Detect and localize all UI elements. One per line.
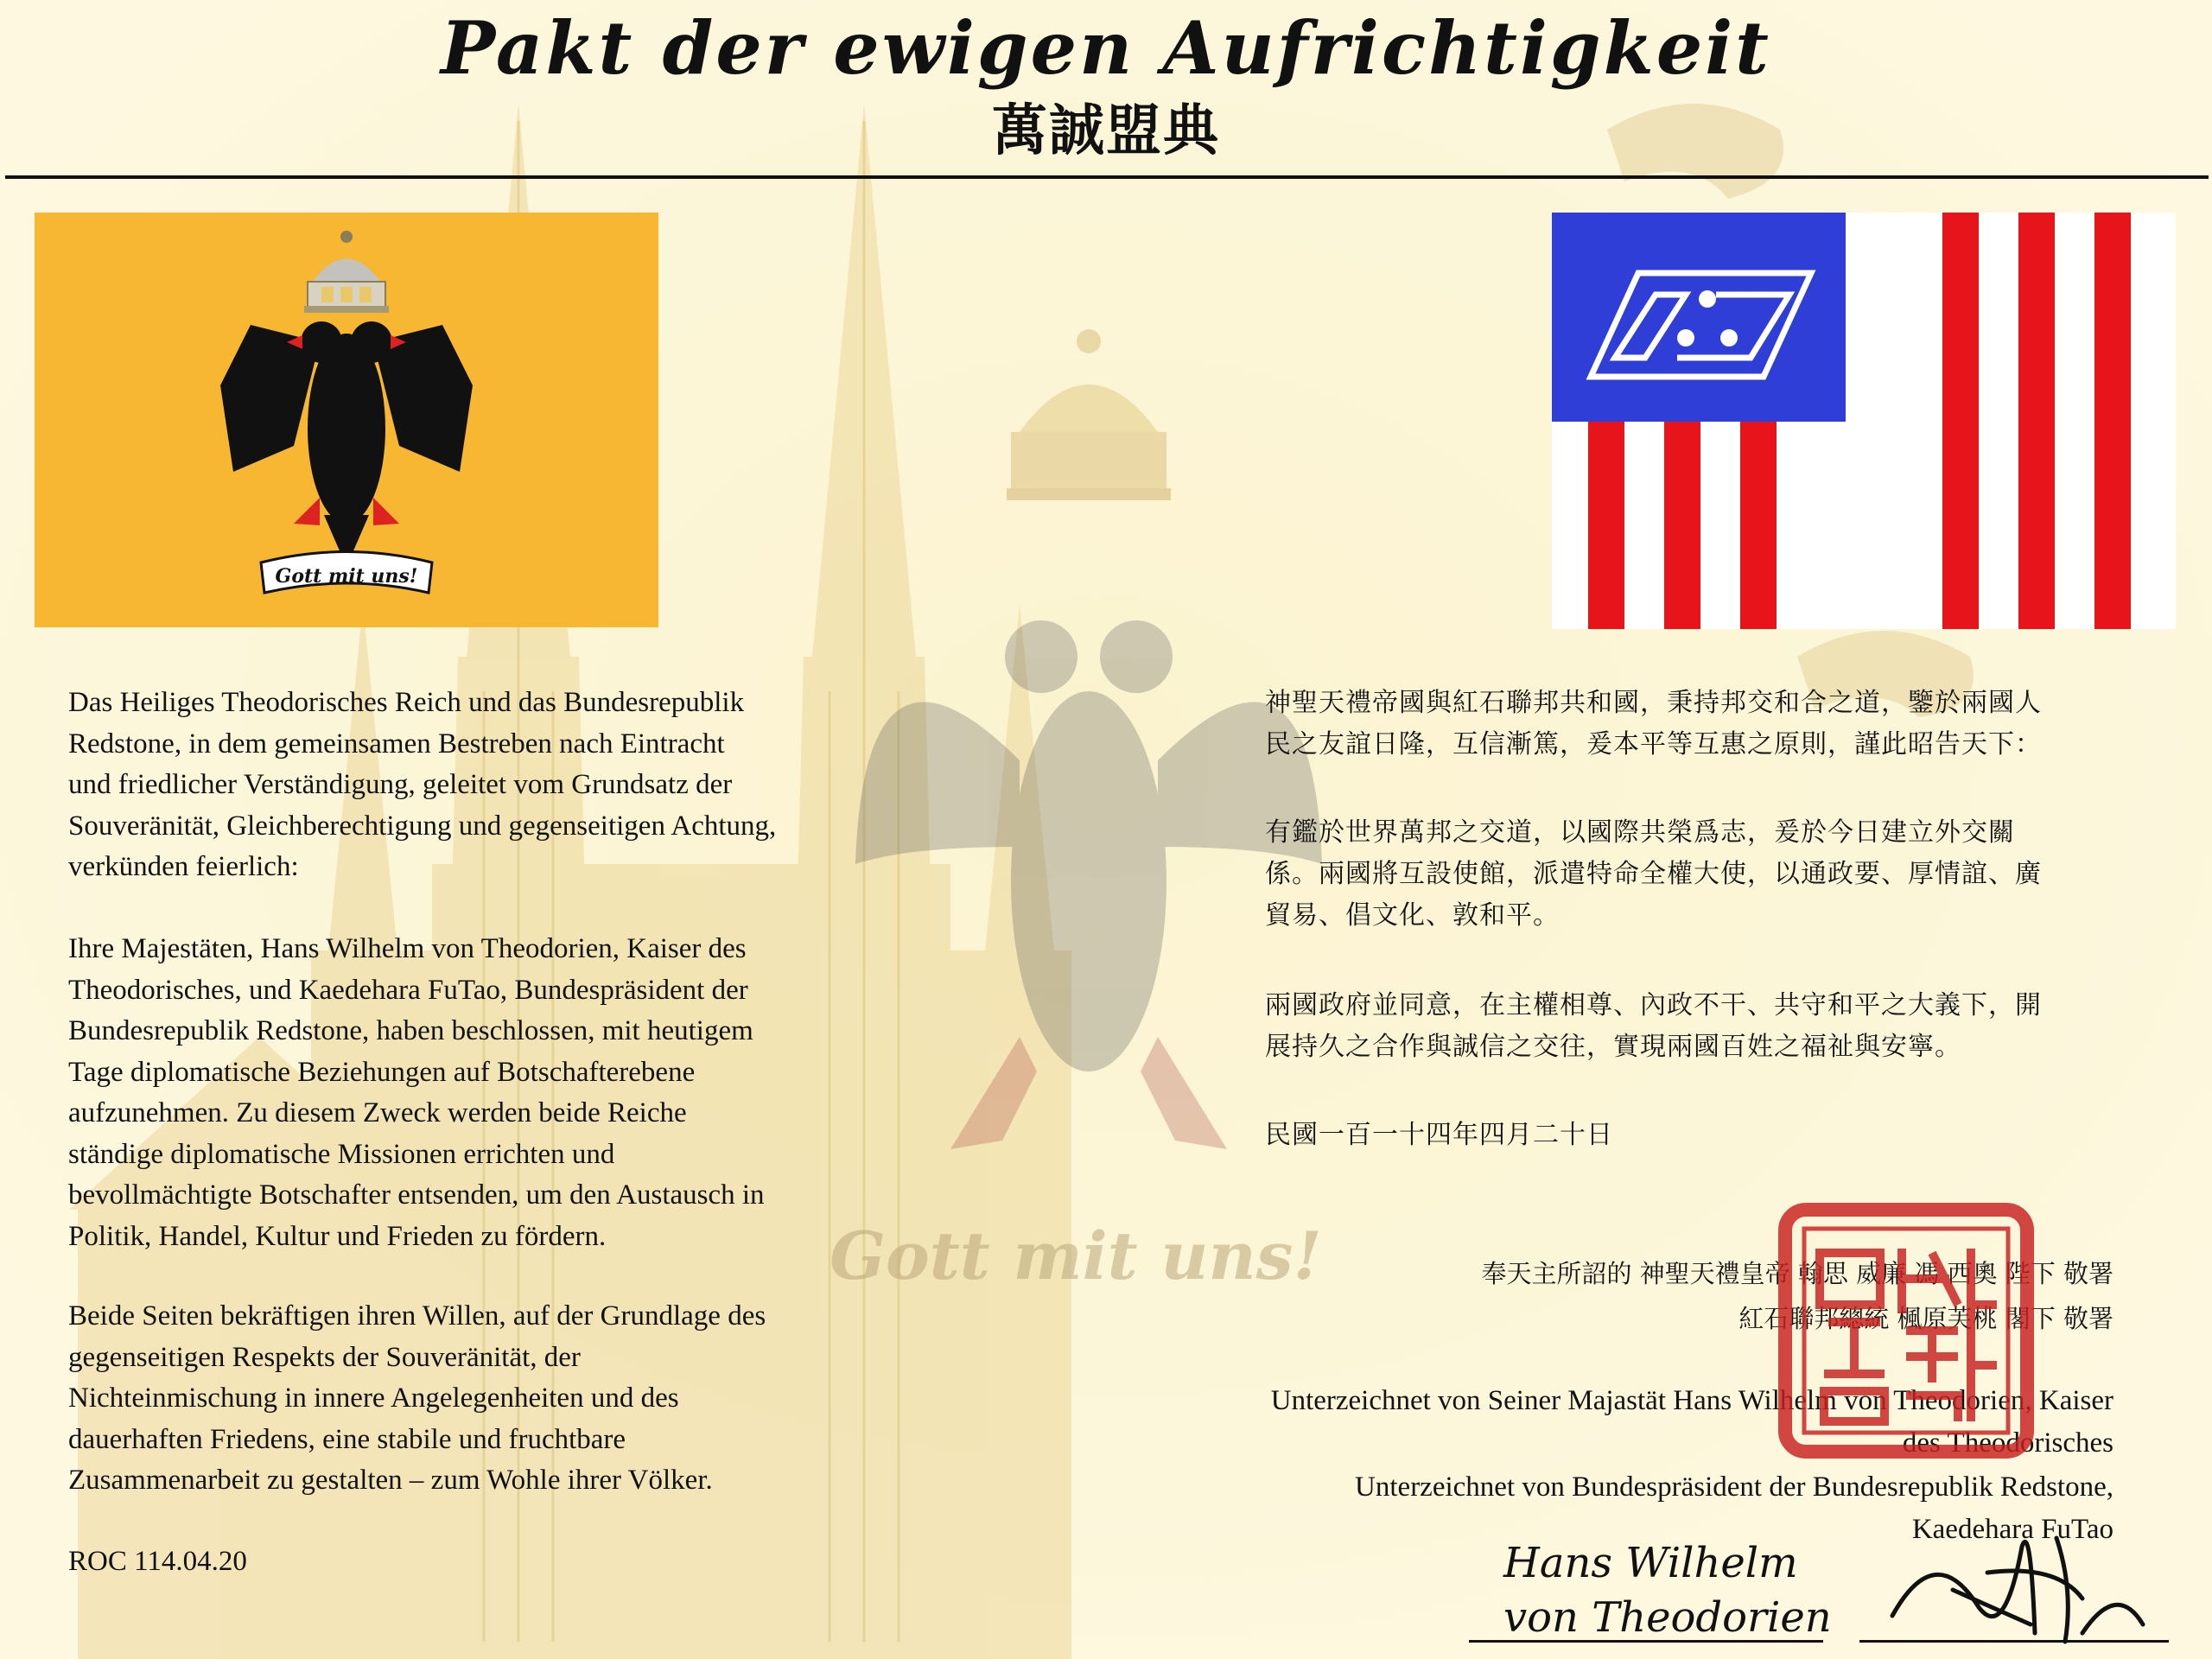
text-line: Nichteinmischung in innere Angelegenheiten und des: [68, 1382, 679, 1414]
text-line: Das Heiliges Theodorisches Reich und das Bundesrepublik: [68, 687, 745, 718]
text-line: gegenseitigen Respekts der Souveränität, der: [68, 1341, 581, 1373]
text-line: und friedlicher Verständigung, geleitet vom Grundsatz der: [68, 769, 733, 800]
text-line: verkünden feierlich:: [68, 851, 299, 882]
signature-de-president-name: Kaedehara FuTao: [1911, 1514, 2113, 1545]
flag-theodorian-empire: [35, 213, 658, 627]
flag-motto: Gott mit uns!: [275, 565, 418, 588]
handwritten-line: von Theodorien: [1503, 1593, 1832, 1642]
flag-redstone-federal-republic: [1552, 213, 2176, 629]
text-line: 有鑑於世界萬邦之交道，以國際共榮爲志，爰於今日建立外交關: [1265, 817, 2015, 848]
text-line: Beide Seiten bekräftigen ihren Willen, auf der Grundlage des: [68, 1300, 766, 1332]
text-line: bevollmächtigte Botschafter entsenden, um den Austausch in: [68, 1179, 765, 1211]
motto-ribbon: [261, 552, 432, 594]
text-line: 民之友誼日隆，互信漸篤，爰本平等互惠之原則，謹此昭告天下：: [1265, 729, 2042, 760]
signature-zh-emperor: 奉天主所詔的 神聖天禮皇帝 翰思 威廉 馮 西奧 陛下 敬署: [1481, 1259, 2113, 1288]
chinese-paragraph-3: [1265, 985, 2112, 1068]
text-line: Souveränität, Gleichberechtigung und gegenseitigen Achtung,: [68, 810, 777, 842]
handwritten-signature-emperor: [1486, 1529, 1849, 1642]
text-line: 係。兩國將互設使館，派遣特命全權大使，以通政要、厚情誼、廣: [1265, 859, 2042, 889]
flag-canton: [1552, 213, 1846, 422]
chinese-paragraph-2: [1265, 812, 2112, 937]
text-line: Politik, Handel, Kultur und Frieden zu fördern.: [68, 1220, 607, 1252]
text-line: 兩國政府並同意，在主權相尊、內政不干、共守和平之大義下，開: [1265, 990, 2042, 1020]
text-line: dauerhaften Friedens, eine stabile und fruchtbare: [68, 1423, 626, 1455]
document-title: Pakt der ewigen Aufrichtigkeit: [441, 5, 1771, 91]
handwritten-line: Hans Wilhelm: [1503, 1539, 1798, 1587]
signature-de-emperor-title: des Theodorisches: [1902, 1427, 2113, 1459]
german-date: ROC 114.04.20: [68, 1546, 247, 1577]
text-line: 貿易、倡文化、敦和平。: [1265, 900, 1560, 931]
signature-de-president: Unterzeichnet von Bundespräsident der Bundesrepublik Redstone,: [1355, 1471, 2113, 1503]
handwritten-signature-president: [1858, 1512, 2177, 1650]
german-paragraph-1: [68, 683, 915, 888]
german-paragraph-3: [68, 1296, 915, 1502]
text-line: Redstone, in dem gemeinsamen Bestreben nach Eintracht: [68, 728, 725, 760]
chinese-paragraph-1: [1265, 683, 2112, 766]
text-line: Tage diplomatische Beziehungen auf Botschafterebene: [68, 1056, 696, 1088]
document-subtitle: 萬誠盟典: [992, 99, 1220, 163]
text-line: Theodorisches, und Kaedehara FuTao, Bundespräsident der: [68, 974, 748, 1006]
chinese-date: 民國一百一十四年四月二十日: [1265, 1120, 1613, 1150]
motto-watermark: Gott mit uns!: [830, 1217, 1322, 1294]
text-line: 神聖天禮帝國與紅石聯邦共和國，秉持邦交和合之道，鑒於兩國人: [1265, 688, 2042, 718]
text-line: Zusammenarbeit zu gestalten – zum Wohle ihrer Völker.: [68, 1465, 713, 1496]
text-line: aufzunehmen. Zu diesem Zweck werden beide Reiche: [68, 1097, 687, 1128]
header-rule: [5, 175, 2209, 179]
red-seal-stamp: [1777, 1201, 2036, 1460]
text-line: 展持久之合作與誠信之交往，實現兩國百姓之福祉與安寧。: [1265, 1032, 1961, 1062]
text-line: Ihre Majestäten, Hans Wilhelm von Theodorien, Kaiser des: [68, 933, 747, 964]
signature-zh-president: 紅石聯邦總統 楓原芙桃 閣下 敬署: [1738, 1304, 2113, 1333]
text-line: ständige diplomatische Missionen errichten und: [68, 1138, 615, 1170]
text-line: Bundesrepublik Redstone, haben beschlossen, mit heutigem: [68, 1015, 753, 1046]
german-paragraph-2: [68, 929, 915, 1257]
signature-de-emperor: Unterzeichnet von Seiner Majastät Hans Wilhelm von Theodorien, Kaiser: [1270, 1385, 2113, 1416]
